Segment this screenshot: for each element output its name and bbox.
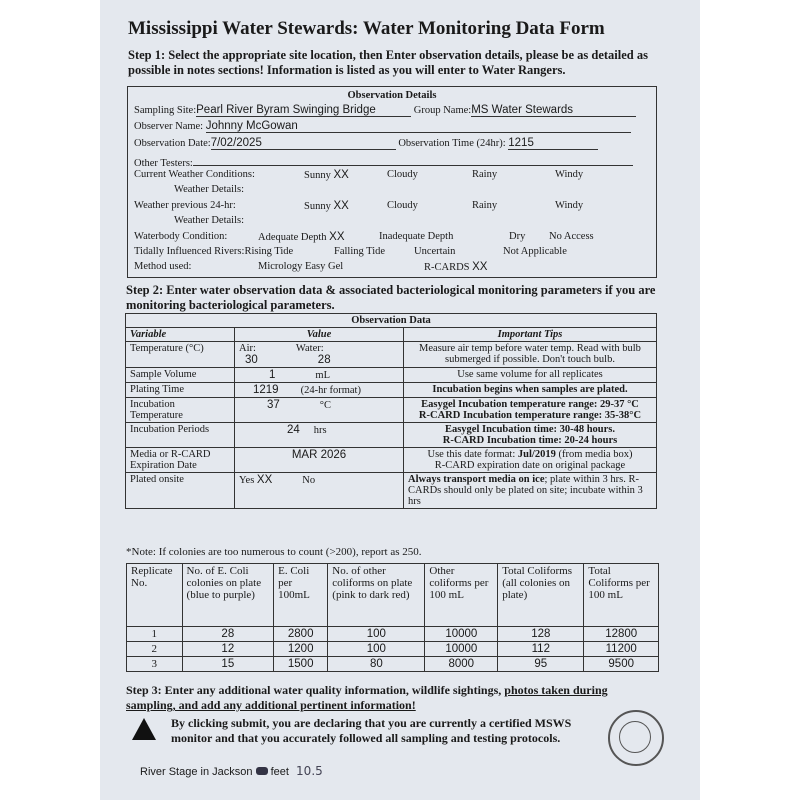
temperature-values[interactable]: Air: Water: 30 28 — [235, 342, 404, 368]
expiration-value[interactable]: MAR 2026 — [235, 448, 404, 473]
temp-tip: Measure air temp before water temp. Read with bulb submerged if possible. Don't touch bulb. — [404, 342, 657, 368]
waterbody-inadequate[interactable]: Inadequate Depth — [379, 231, 454, 242]
coliform-cell: 2 — [127, 642, 183, 657]
coliform-cell[interactable]: 128 — [498, 627, 584, 642]
coliform-header: Total Coliforms per 100 mL — [584, 564, 659, 627]
observer-label: Observer Name: — [134, 121, 204, 132]
coliform-cell[interactable]: 15 — [182, 657, 274, 672]
tide-falling[interactable]: Falling Tide — [334, 246, 386, 257]
tidal-label: Tidally Influenced Rivers: — [134, 246, 245, 257]
inc-tip: Easygel Incubation temperature range: 29-37 °C R-CARD Incubation temperature range: 35-38°C — [404, 398, 657, 423]
onsite-row — [126, 473, 657, 509]
exp-tip: Use this date format: Jul/2019 (from media box) R-CARD expiration date on original package — [404, 448, 657, 473]
coliform-cell[interactable]: 95 — [498, 657, 584, 672]
tide-uncertain[interactable]: Uncertain — [414, 246, 456, 257]
vol-label: Sample Volume — [126, 368, 235, 383]
per-tip: Easygel Incubation time: 30-48 hours. R-CARD Incubation time: 20-24 hours — [404, 423, 657, 448]
warning-icon — [132, 718, 156, 740]
obs-heading: Observation Data — [126, 314, 657, 328]
coliform-header: Total Coliforms (all colonies on plate) — [498, 564, 584, 627]
coliform-header: E. Coli per 100mL — [274, 564, 328, 627]
waterbody-label: Waterbody Condition: — [134, 231, 228, 242]
observer-name-field[interactable]: Johnny McGowan — [206, 120, 631, 133]
plate-tip: Incubation begins when samples are plated. — [404, 383, 657, 398]
coliform-cell[interactable]: 112 — [498, 642, 584, 657]
plating-row — [126, 383, 657, 398]
coliform-row — [127, 642, 659, 657]
coliform-cell[interactable]: 12800 — [584, 627, 659, 642]
coliform-cell[interactable]: 12 — [182, 642, 274, 657]
observation-data-table — [125, 313, 657, 509]
observation-details-box — [127, 86, 657, 278]
method-rcards[interactable]: R-CARDS XX — [424, 261, 488, 273]
coliform-header: Replicate No. — [127, 564, 183, 627]
coliform-cell[interactable]: 10000 — [425, 642, 498, 657]
date-label: Observation Date: — [134, 138, 211, 149]
time-label: Observation Time (24hr): — [398, 138, 506, 149]
prev-weather-rainy[interactable]: Rainy — [472, 200, 498, 211]
expiration-row — [126, 448, 657, 473]
col-variable: Variable — [126, 328, 235, 342]
site-label: Sampling Site: — [134, 105, 197, 116]
waterbody-adequate[interactable]: Adequate Depth XX — [258, 231, 345, 243]
coliform-cell[interactable]: 100 — [328, 642, 425, 657]
col-value: Value — [235, 328, 404, 342]
prev-weather-cloudy[interactable]: Cloudy — [387, 200, 418, 211]
river-stage: River Stage in Jackson feet 10.5 — [140, 764, 323, 778]
details-heading: Observation Details — [347, 90, 437, 101]
coliform-cell[interactable]: 2800 — [274, 627, 328, 642]
sampling-site-field[interactable]: Pearl River Byram Swinging Bridge — [196, 104, 411, 117]
volume-value[interactable]: 1 mL — [235, 368, 404, 383]
incubation-period-value[interactable]: 24 hrs — [235, 423, 404, 448]
method-micrology[interactable]: Micrology Easy Gel — [258, 261, 344, 272]
coliform-row — [127, 627, 659, 642]
coliform-cell[interactable]: 9500 — [584, 657, 659, 672]
per-label: Incubation Periods — [126, 423, 235, 448]
group-label: Group Name: — [413, 105, 472, 116]
prev-weather-details-label: Weather Details: — [174, 215, 244, 226]
exp-label: Media or R-CARD Expiration Date — [126, 448, 235, 473]
prev-weather-label: Weather previous 24-hr: — [134, 200, 236, 211]
temp-label: Temperature (°C) — [126, 342, 235, 368]
weather-cloudy[interactable]: Cloudy — [387, 169, 418, 180]
plate-label: Plating Time — [126, 383, 235, 398]
coliform-cell[interactable]: 100 — [328, 627, 425, 642]
incubation-temp-value[interactable]: 37 °C — [235, 398, 404, 423]
incubation-temp-row — [126, 398, 657, 423]
col-tips: Important Tips — [404, 328, 657, 342]
step3-instructions: Step 3: Enter any additional water quality information, wildlife sightings, photos taken during sampling, and add any additional pertinent information! — [126, 683, 608, 712]
coliform-header: No. of E. Coli colonies on plate (blue to purple) — [182, 564, 274, 627]
onsite-tip: Always transport media on ice; plate within 3 hrs. R-CARDs should only be plated on site; incubate within 3 hrs — [404, 473, 657, 509]
waterbody-dry[interactable]: Dry — [509, 231, 526, 242]
coliform-cell[interactable]: 28 — [182, 627, 274, 642]
prev-weather-sunny[interactable]: Sunny XX — [304, 200, 349, 212]
weather-rainy[interactable]: Rainy — [472, 169, 498, 180]
coliform-header-row — [127, 564, 659, 627]
plating-time-value[interactable]: 1219 (24-hr format) — [235, 383, 404, 398]
tide-rising[interactable]: Rising Tide — [244, 246, 294, 257]
weather-details-label: Weather Details: — [174, 184, 244, 195]
waterbody-no-access[interactable]: No Access — [549, 231, 594, 242]
coliform-header: No. of other coliforms on plate (pink to dark red) — [328, 564, 425, 627]
other-testers-field[interactable] — [193, 154, 633, 166]
coliform-cell[interactable]: 10000 — [425, 627, 498, 642]
tide-not-applicable[interactable]: Not Applicable — [503, 246, 567, 257]
group-name-field[interactable]: MS Water Stewards — [471, 104, 636, 117]
method-label: Method used: — [134, 261, 192, 272]
coliform-cell[interactable]: 1200 — [274, 642, 328, 657]
note: *Note: If colonies are too numerous to count (>200), report as 250. — [126, 546, 422, 558]
warning-text: By clicking submit, you are declaring that you are currently a certified MSWS monitor and that you accurately followed all sampling and testing protocols. — [171, 716, 572, 745]
weather-label: Current Weather Conditions: — [134, 169, 255, 180]
coliform-table — [126, 563, 659, 672]
volume-row — [126, 368, 657, 383]
coliform-cell[interactable]: 1500 — [274, 657, 328, 672]
weather-windy[interactable]: Windy — [555, 169, 584, 180]
coliform-cell: 1 — [127, 627, 183, 642]
coliform-cell[interactable]: 80 — [328, 657, 425, 672]
coliform-row — [127, 657, 659, 672]
vol-tip: Use same volume for all replicates — [404, 368, 657, 383]
inc-label: Incubation Temperature — [126, 398, 235, 423]
plated-onsite-value[interactable]: Yes XX No — [235, 473, 404, 509]
coliform-cell[interactable]: 8000 — [425, 657, 498, 672]
observation-time-field[interactable]: 1215 — [508, 137, 598, 150]
testers-label: Other Testers: — [134, 158, 193, 169]
coliform-header: Other coliforms per 100 mL — [425, 564, 498, 627]
temperature-row — [126, 342, 657, 368]
step1-instructions: Step 1: Select the appropriate site location, then Enter observation details, please be as detailed as possible in notes sections! Information is listed as you will enter to Water Rangers. — [128, 48, 648, 77]
incubation-period-row — [126, 423, 657, 448]
coliform-cell[interactable]: 11200 — [584, 642, 659, 657]
river-stage-value[interactable]: 10.5 — [296, 764, 323, 778]
msws-logo — [608, 710, 664, 766]
form-title: Mississippi Water Stewards: Water Monitoring Data Form — [128, 18, 605, 39]
prev-weather-windy[interactable]: Windy — [555, 200, 584, 211]
observation-date-field[interactable]: 7/02/2025 — [211, 137, 396, 150]
coliform-cell: 3 — [127, 657, 183, 672]
onsite-label: Plated onsite — [126, 473, 235, 509]
weather-sunny[interactable]: Sunny XX — [304, 169, 349, 181]
step2-instructions: Step 2: Enter water observation data & associated bacteriological monitoring parameters if you are monitoring bacteriological parameters. — [126, 283, 656, 312]
